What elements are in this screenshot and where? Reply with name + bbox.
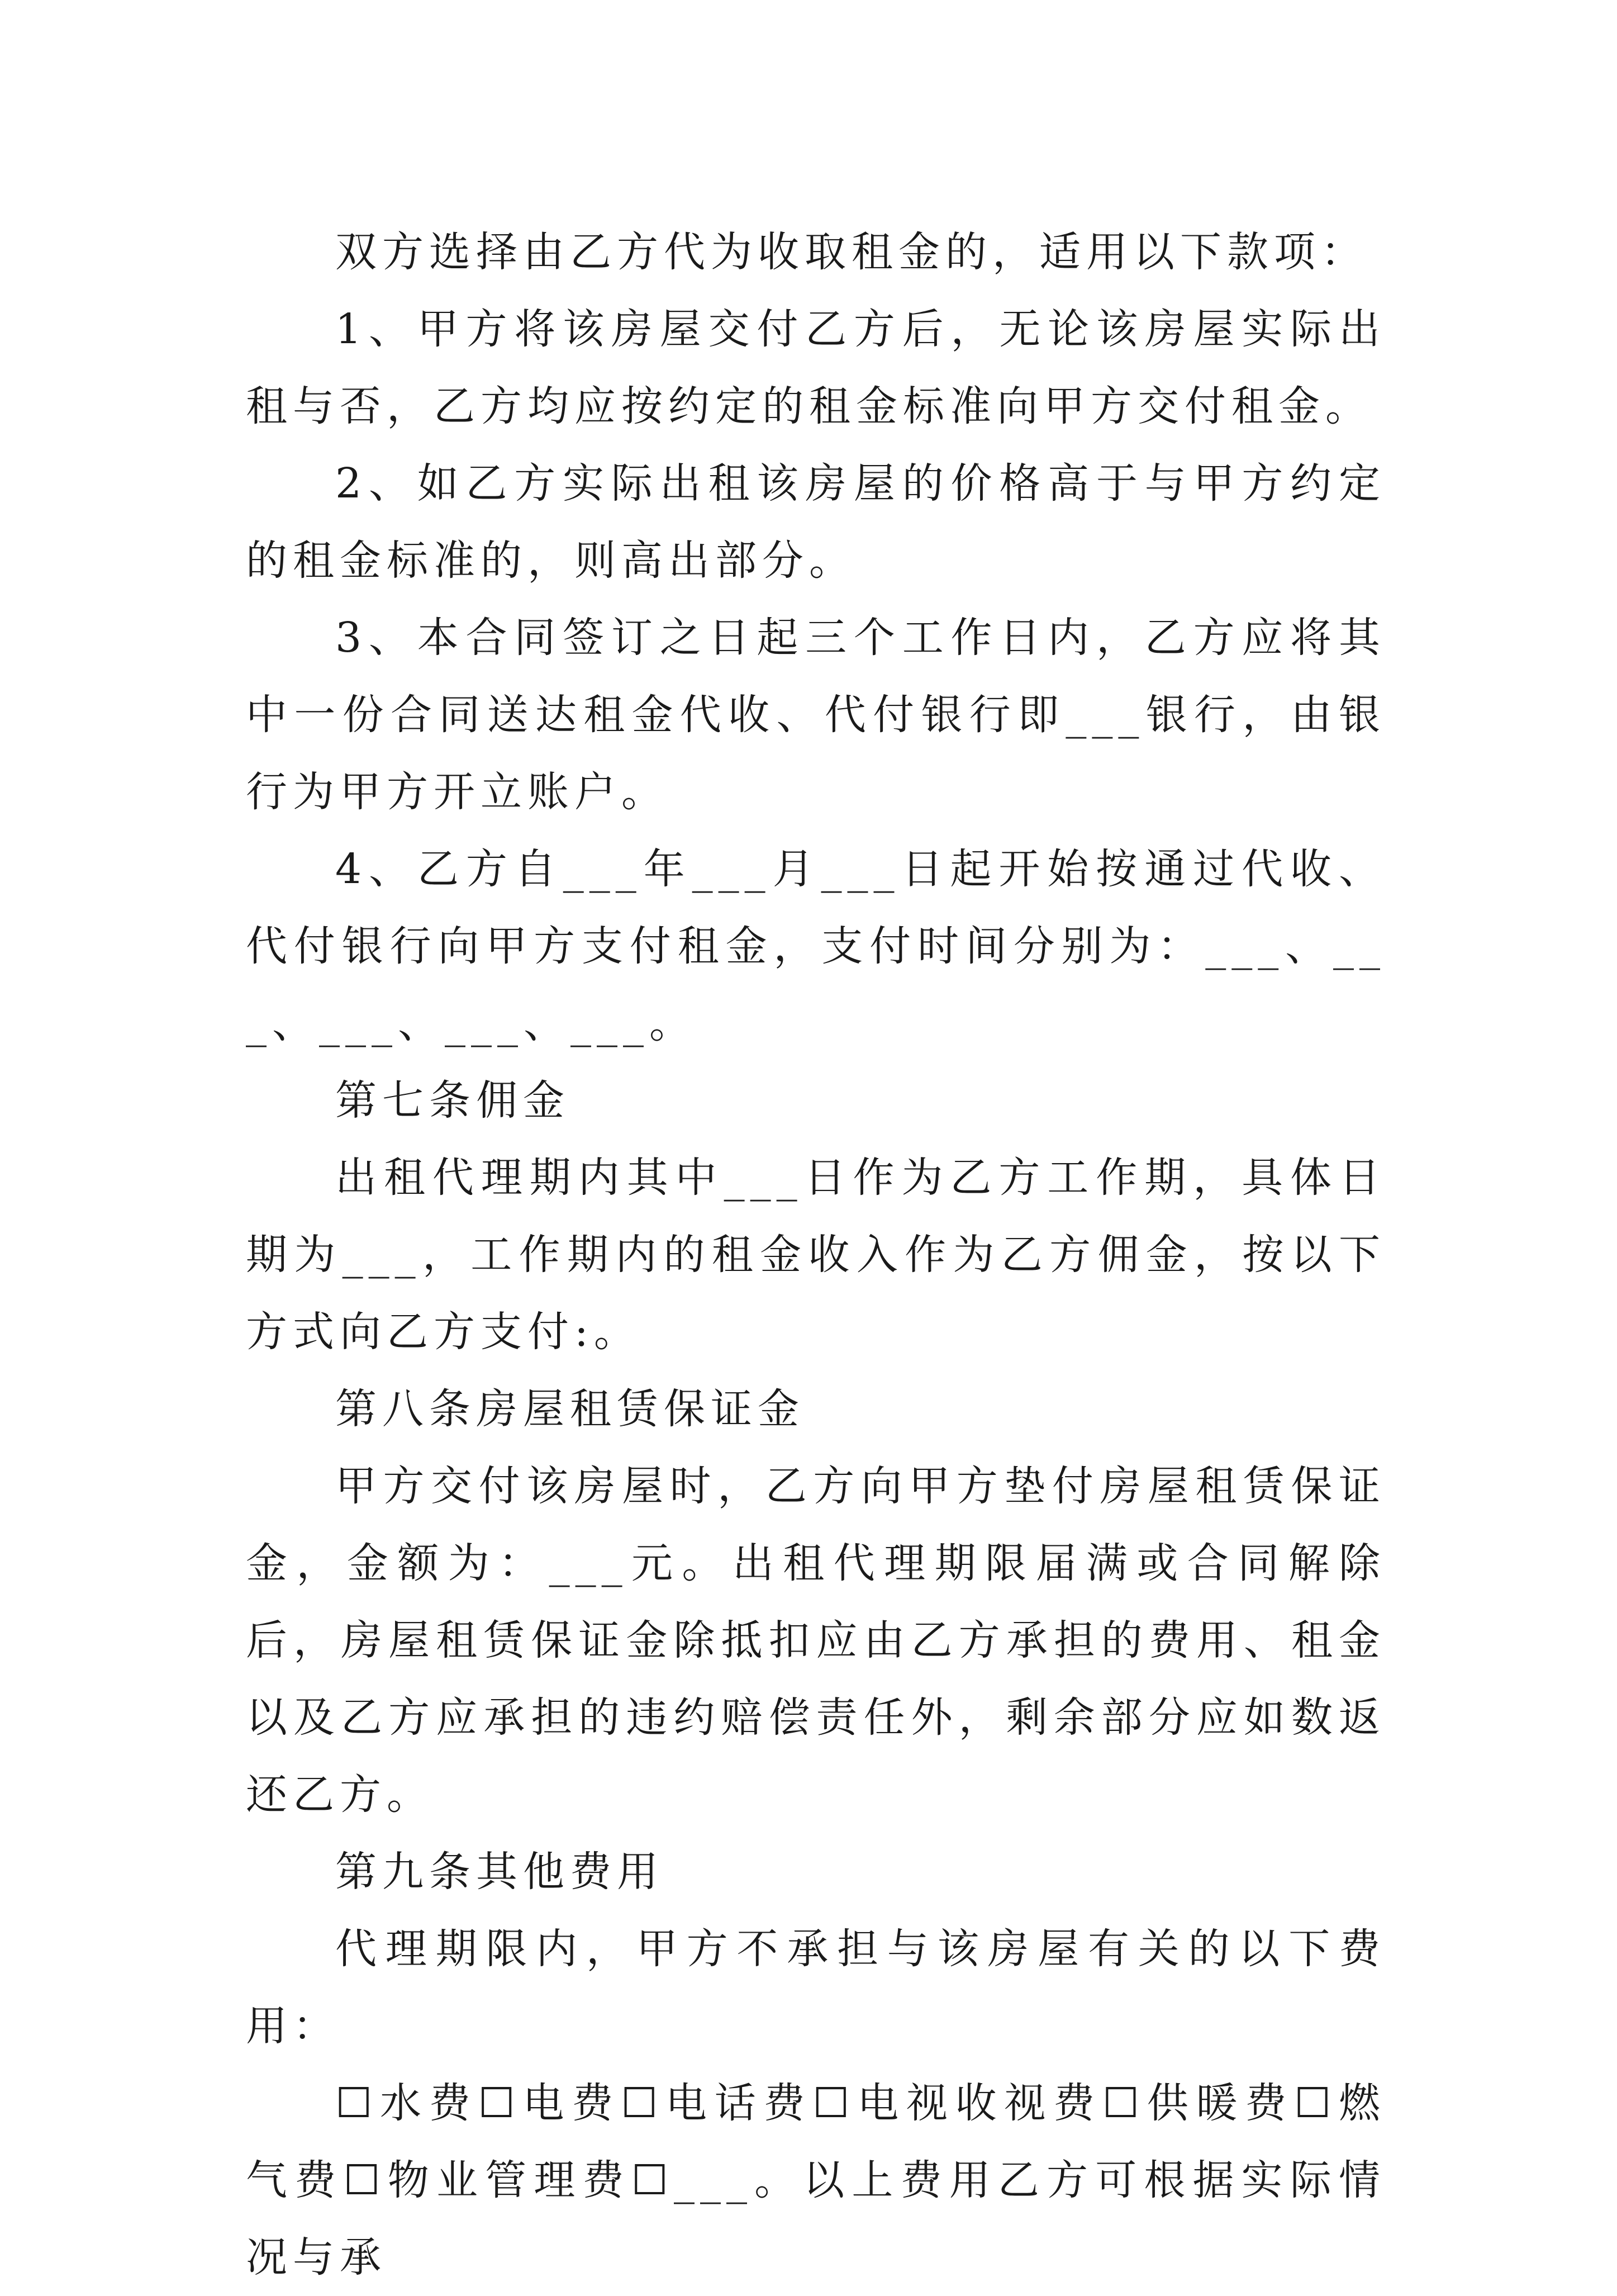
paragraph-clause-4: 4、乙方自___年___月___日起开始按通过代收、代付银行向甲方支付租金，支付时间分别为：___、___、___、___、___。 (246, 845, 1386, 1047)
paragraph-clause-3: 3、本合同签订之日起三个工作日内，乙方应将其中一份合同送达租金代收、代付银行即___银行，由银行为甲方开立账户。 (246, 614, 1386, 816)
paragraph-fee-checklist: ☐水费☐电费☐电话费☐电视收视费☐供暖费☐燃气费☐物业管理费☐___。以上费用乙方可根据实际情况与承 (246, 2079, 1386, 2281)
document-body (246, 214, 1386, 2296)
paragraph-commission: 出租代理期内其中___日作为乙方工作期，具体日期为___，工作期内的租金收入作为乙方佣金，按以下方式向乙方支付:。 (246, 1154, 1386, 1356)
paragraph-other-fees-intro: 代理期限内，甲方不承担与该房屋有关的以下费用： (246, 1925, 1386, 2050)
paragraph-deposit: 甲方交付该房屋时，乙方向甲方垫付房屋租赁保证金，金额为：___元。出租代理期限届满或合同解除后，房屋租赁保证金除抵扣应由乙方承担的费用、租金以及乙方应承担的违约赔偿责任外，剩余部分应如数返还乙方。 (246, 1462, 1386, 1819)
paragraph-clause-2: 2、如乙方实际出租该房屋的价格高于与甲方约定的租金标准的，则高出部分。 (246, 459, 1386, 585)
paragraph-rent-collection-intro: 双方选择由乙方代为收取租金的，适用以下款项： (335, 228, 1368, 276)
paragraph-clause-1: 1、甲方将该房屋交付乙方后，无论该房屋实际出租与否，乙方均应按约定的租金标准向甲方交付租金。 (246, 305, 1386, 430)
heading-article-9: 第九条其他费用 (335, 1848, 664, 1896)
heading-article-8: 第八条房屋租赁保证金 (335, 1385, 805, 1433)
heading-article-7: 第七条佣金 (335, 1076, 570, 1125)
